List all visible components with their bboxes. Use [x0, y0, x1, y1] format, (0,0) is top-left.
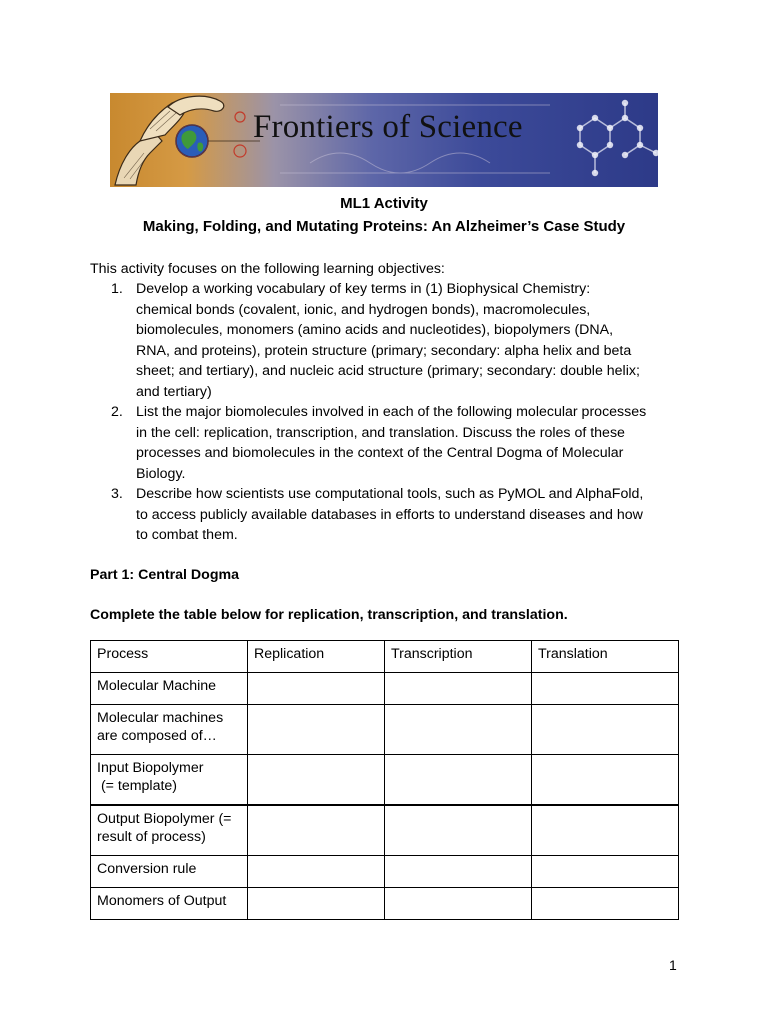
column-header: Translation: [532, 641, 679, 673]
objective-line: to access publicly available databases in efforts to understand diseases and how: [136, 506, 643, 523]
central-dogma-table: [90, 640, 679, 920]
objective-line: in the cell: replication, transcription, and translation. Discuss the roles of these: [136, 424, 625, 441]
translation-cell[interactable]: [532, 755, 679, 806]
transcription-cell[interactable]: [385, 673, 532, 705]
row-label: [91, 805, 248, 856]
row-label: [91, 856, 248, 888]
part1-heading: Part 1: Central Dogma: [90, 567, 240, 583]
translation-cell[interactable]: [532, 673, 679, 705]
transcription-cell[interactable]: [385, 705, 532, 755]
banner-title: Frontiers of Science: [253, 109, 523, 145]
table-row: [91, 805, 679, 856]
row-label-line: result of process): [97, 829, 206, 845]
objective-item: [90, 279, 690, 402]
objective-line: biomolecules, monomers (amino acids and nucleotides), biopolymers (DNA,: [136, 322, 614, 338]
row-label-line: (= template): [97, 778, 178, 794]
row-label-line: Conversion rule: [97, 861, 197, 877]
objective-line: List the major biomolecules involved in each of the following molecular processes: [136, 404, 647, 420]
row-label: [91, 705, 248, 755]
translation-cell[interactable]: [532, 856, 679, 888]
objective-line: Biology.: [136, 465, 186, 482]
objective-line: sheet; and tertiary), and nucleic acid structure (primary; secondary: double helix;: [136, 363, 640, 379]
objective-item: [90, 402, 690, 484]
replication-cell[interactable]: [248, 755, 385, 806]
row-label-line: Monomers of Output: [97, 893, 227, 909]
part1-instruction: Complete the table below for replication, transcription, and translation.: [90, 607, 568, 623]
objectives-intro: This activity focuses on the following learning objectives:: [90, 261, 445, 277]
replication-cell[interactable]: [248, 856, 385, 888]
column-header: Process: [91, 641, 248, 673]
document-title: ML1 Activity: [340, 195, 428, 212]
objective-number: 2.: [111, 404, 123, 420]
frontiers-of-science-banner: [110, 93, 658, 187]
row-label-line: Molecular Machine: [97, 678, 217, 694]
row-label-line: Output Biopolymer (=: [97, 811, 232, 827]
document-subtitle: Making, Folding, and Mutating Proteins: An Alzheimer’s Case Study: [142, 218, 626, 235]
translation-cell[interactable]: [532, 805, 679, 856]
transcription-cell[interactable]: [385, 755, 532, 806]
row-label: [91, 888, 248, 920]
hand-holding-globe-icon: [115, 96, 260, 185]
column-header: Transcription: [385, 641, 532, 673]
row-label-line: are composed of…: [97, 728, 217, 744]
objective-number: 1.: [111, 281, 123, 297]
objective-line: Develop a working vocabulary of key terms in (1) Biophysical Chemistry:: [136, 281, 591, 297]
objective-line: chemical bonds (covalent, ionic, and hydrogen bonds), macromolecules,: [136, 301, 591, 318]
row-label: [91, 755, 248, 806]
objective-line: and tertiary): [136, 383, 212, 400]
transcription-cell[interactable]: [385, 856, 532, 888]
table-row: [91, 856, 679, 888]
replication-cell[interactable]: [248, 888, 385, 920]
objective-line: RNA, and proteins), protein structure (primary; secondary: alpha helix and beta: [136, 342, 632, 359]
objective-line: processes and biomolecules in the context of the Central Dogma of Molecular: [136, 445, 624, 461]
translation-cell[interactable]: [532, 705, 679, 755]
objective-item: [90, 484, 690, 546]
table-row: [91, 705, 679, 755]
row-label: [91, 673, 248, 705]
objective-line: to combat them.: [136, 527, 238, 543]
transcription-cell[interactable]: [385, 805, 532, 856]
row-label-line: Molecular machines: [97, 710, 224, 726]
table-header-row: [91, 641, 679, 673]
replication-cell[interactable]: [248, 673, 385, 705]
replication-cell[interactable]: [248, 805, 385, 856]
objective-number: 3.: [111, 486, 123, 502]
objective-line: Describe how scientists use computational tools, such as PyMOL and AlphaFold,: [136, 486, 644, 502]
table-row: [91, 888, 679, 920]
replication-cell[interactable]: [248, 705, 385, 755]
row-label-line: Input Biopolymer: [97, 760, 204, 776]
translation-cell[interactable]: [532, 888, 679, 920]
page-number: 1: [669, 957, 677, 973]
transcription-cell[interactable]: [385, 888, 532, 920]
column-header: Replication: [248, 641, 385, 673]
learning-objectives-list: [90, 279, 690, 546]
table-row: [91, 673, 679, 705]
table-row: [91, 755, 679, 806]
